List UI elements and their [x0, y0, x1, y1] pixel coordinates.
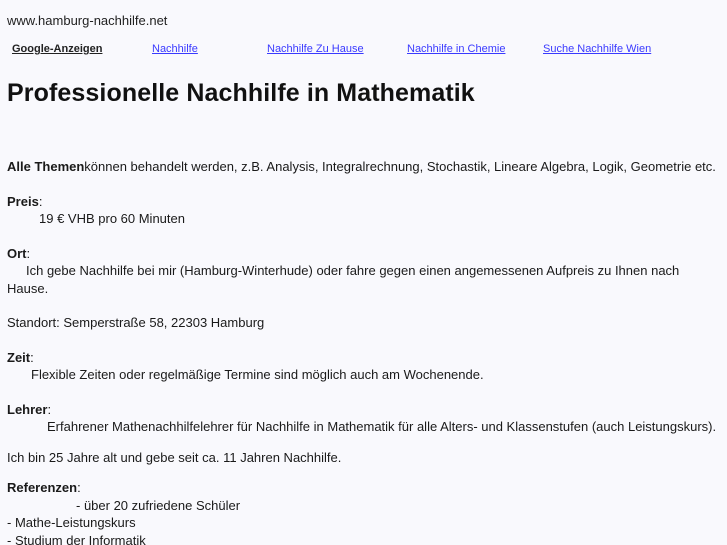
preis-heading: [7, 193, 722, 211]
ad-link-nachhilfe-in-chemie[interactable]: Nachhilfe in Chemie: [407, 43, 506, 55]
referenzen-label: Referenzen: [7, 480, 78, 495]
referenzen-item: - Mathe-Leistungskurs: [7, 515, 136, 530]
zeit-text: Flexible Zeiten oder regelmäßige Termine sind möglich auch am Wochenende.: [31, 367, 484, 382]
about-text: Ich bin 25 Jahre alt und gebe seit ca. 11 Jahren Nachhilfe.: [7, 449, 342, 465]
standort-text: Standort: Semperstraße 58, 22303 Hamburg: [7, 315, 265, 330]
ort-text-content: Ich gebe Nachhilfe bei mir (Hamburg-Winterhude) oder fahre gegen einen angemessenen Aufpreis zu Ihnen nach Hause.: [7, 263, 680, 296]
ad-link-suche-nachhilfe-wien[interactable]: Suche Nachhilfe Wien: [543, 43, 652, 55]
lehrer-heading: [7, 401, 722, 419]
lehrer-text: Erfahrener Mathenachhilfelehrer für Nachhilfe in Mathematik für alle Alters- und Klassenstufen (auch Leistungskurs).: [47, 419, 717, 434]
content: [7, 158, 722, 545]
colon: :: [47, 401, 52, 417]
preis-label: Preis: [7, 193, 39, 209]
referenzen-item: - über 20 zufriedene Schüler: [76, 497, 241, 513]
ad-link-nachhilfe[interactable]: Nachhilfe: [152, 43, 198, 55]
themen-paragraph: [7, 158, 722, 176]
colon: :: [30, 349, 34, 365]
ad-link-nachhilfe-zu-hause[interactable]: Nachhilfe Zu Hause: [267, 43, 364, 55]
ad-bar: [0, 43, 727, 59]
zeit-label: Zeit: [7, 349, 31, 365]
site-url: www.hamburg-nachhilfe.net: [7, 13, 168, 28]
ort-text: [7, 262, 722, 297]
ad-label: Google-Anzeigen: [12, 43, 103, 55]
preis-text: 19 € VHB pro 60 Minuten: [39, 211, 185, 226]
colon: :: [26, 245, 31, 261]
colon: :: [77, 480, 81, 495]
referenzen-item: - Studium der Informatik: [7, 532, 146, 545]
ort-heading: [7, 245, 722, 263]
lehrer-label: Lehrer: [7, 401, 48, 417]
ort-label: Ort: [7, 245, 27, 261]
colon: :: [38, 193, 43, 209]
referenzen-heading: [7, 479, 722, 497]
page-title: Professionelle Nachhilfe in Mathematik: [7, 79, 475, 107]
themen-text: können behandelt werden, z.B. Analysis, Integralrechnung, Stochastik, Lineare Algebra, Logik, Geometrie etc.: [84, 159, 716, 174]
themen-label: Alle Themen: [7, 159, 85, 174]
zeit-heading: [7, 349, 722, 367]
